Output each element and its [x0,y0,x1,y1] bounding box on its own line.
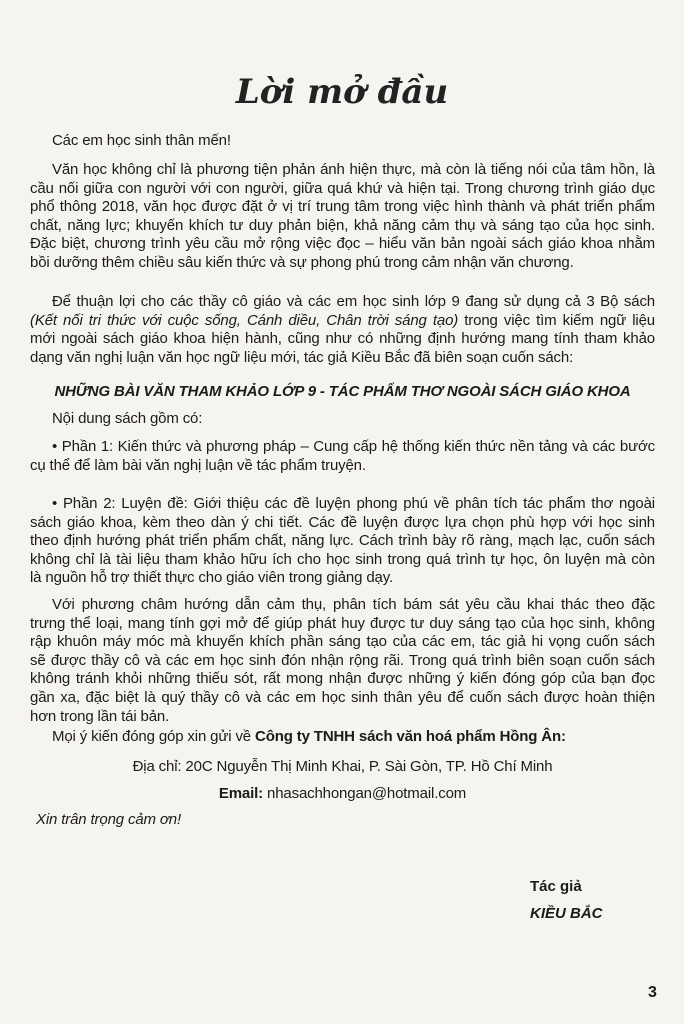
page-title: Lời mở đầu [235,72,449,112]
email-block [30,785,655,804]
text-line: Văn học không chỉ là phương tiện phản ánh hiện thực, mà còn là tiếng nói của tâm hồn, là [52,161,655,178]
text-line: chất, năng lực; khuyến khích tư duy phản biện, khả năng cảm thụ và sáng tạo của học sinh. [30,216,655,234]
company-name: Công ty TNHH sách văn hoá phẩm Hồng Ân: [255,728,566,745]
text-line: mới ngoài sách giáo khoa hiện hành, cũng như có những định hướng mang tính tham khảo [30,330,655,348]
text-line: rập khuôn máy móc mà khuyến khích phần sáng tạo của các em, tác giả hi vọng cuốn sách [30,633,655,651]
thanks: Xin trân trọng cảm ơn! [36,811,182,828]
contents-intro-block [30,410,655,429]
part-2 [30,495,655,588]
text-line: Với phương châm hướng dẫn cảm thụ, phân tích bám sát yêu cầu khai thác theo đặc [52,596,655,613]
text-line: Để thuận lợi cho các thầy cô giáo và các em học sinh lớp 9 đang sử dụng cả 3 Bộ sách [52,293,655,310]
text-line: hơn trong lần tái bản. [30,707,170,725]
text-line: Đặc biệt, chương trình yêu cầu mở rộng việc đọc – hiểu văn bản ngoài sách giáo khoa nhằm [30,235,655,253]
text-line: dạng văn nghị luận văn học ngữ liệu mới, tác giả Kiều Bắc đã biên soạn cuốn sách: [30,348,574,366]
text-line: sẽ được thầy cô và các em học sinh đón nhận rộng rãi. Trong quá trình biên soạn cuốn sách [30,651,655,669]
text-line: • Phần 2: Luyện đề: Giới thiệu các đề luyện phong phú về phân tích tác phẩm thơ ngoài [52,495,655,512]
address-block [30,758,655,777]
email-label: Email: [218,785,268,802]
book-series-names: (Kết nối tri thức với cuộc sống, Cánh diều, Chân trời sáng tạo) [30,311,459,329]
paragraph-1 [30,161,655,273]
email-line [30,785,655,804]
text-line: phổ thông 2018, văn học được đặt ở vị trí trung tâm trong việc hình thành và phát triển phẩm [30,198,655,216]
contact-line [30,728,655,747]
text-line [30,312,655,331]
contact-block [30,728,655,747]
text-line: cụ thể để làm bài văn nghị luận về tác phẩm truyện. [30,456,366,474]
text-line: bồi dưỡng thêm chiều sâu kiến thức và sự phong phú trong cảm nhận văn chương. [30,253,574,271]
address: Địa chỉ: 20C Nguyễn Thị Minh Khai, P. Sài Gòn, TP. Hồ Chí Minh [132,758,553,775]
signature-name: KIỀU BẮC [530,905,603,922]
text-line: sách giáo khoa, kèm theo dàn ý chi tiết. Các đề luyện được lựa chọn phù hợp với học sinh [30,513,655,531]
text-fragment: trong việc tìm kiếm ngữ liệu [458,311,655,329]
greeting [30,132,655,151]
paragraph-2 [30,293,655,367]
part-1 [30,438,655,475]
text-line: không tránh khỏi những thiếu sót, rất mong nhận được những ý kiến đóng góp của bạn đọc [30,670,655,688]
signature-role: Tác giả [530,878,582,895]
book-title: NHỮNG BÀI VĂN THAM KHẢO LỚP 9 - TÁC PHẨM THƠ NGOÀI SÁCH GIÁO KHOA [54,383,631,400]
text-line: gần xa, đặc biệt là quý thầy cô và các em học sinh thân yêu để cuốn sách được hoàn thiện [30,688,655,706]
text-line: không chỉ là tài liệu tham khảo hữu ích cho học sinh trong quá trình tự học, ôn luyện mà còn [30,550,655,568]
contents-intro: Nội dung sách gồm có: [52,410,203,427]
text-line: cầu nối giữa con người với con người, giữa quá khứ và hiện tại. Trong chương trình giáo dục [30,179,655,197]
text-line: là nguồn hỗ trợ thiết thực cho giáo viên trong giảng dạy. [30,569,393,587]
book-title-block [30,383,655,402]
greeting-text: Các em học sinh thân mến! [52,132,231,149]
text-line: trưng thể loại, mang tính gợi mở để giúp phát huy được tư duy sáng tạo của học sinh, không [30,614,655,632]
paragraph-3 [30,596,655,726]
contact-intro: Mọi ý kiến đóng góp xin gửi về [52,728,256,745]
page-number: 3 [648,984,657,1001]
text-line: theo định hướng phát triển phẩm chất, năng lực. Cách trình bày rõ ràng, mạch lạc, cuốn sách [30,532,655,550]
text-line: • Phần 1: Kiến thức và phương pháp – Cung cấp hệ thống kiến thức nền tảng và các bước [52,438,655,455]
email-address[interactable]: nhasachhongan@hotmail.com [267,785,467,802]
thanks-block [30,811,655,830]
